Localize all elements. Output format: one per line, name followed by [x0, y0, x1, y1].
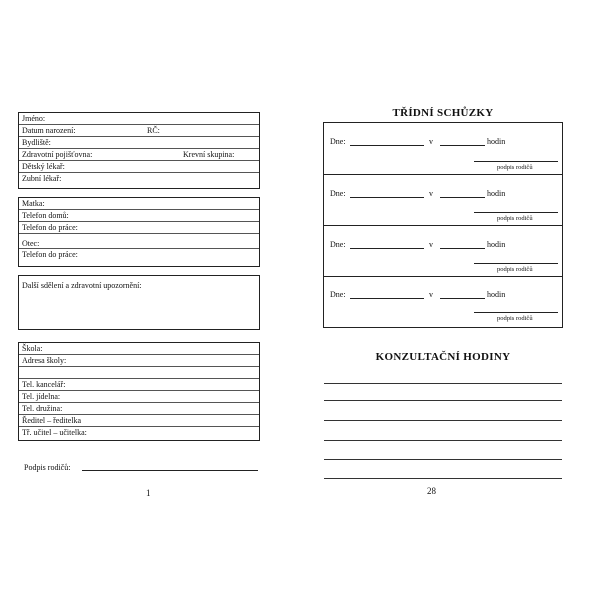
meeting-time-line[interactable] [440, 298, 485, 299]
mother-label: Matka: [22, 199, 45, 208]
meeting-entry-4 [324, 277, 562, 327]
parents-box [18, 197, 260, 267]
meeting-date-line[interactable] [350, 298, 424, 299]
parents-signature-label: Podpis rodičů: [24, 463, 71, 472]
consultation-line[interactable] [324, 420, 562, 421]
consultation-line[interactable] [324, 440, 562, 441]
canteen-phone-field[interactable] [19, 391, 259, 403]
principal-field[interactable] [19, 415, 259, 427]
after-school-phone-field[interactable] [19, 403, 259, 415]
consultation-line[interactable] [324, 459, 562, 460]
school-address-continuation[interactable] [19, 367, 259, 379]
consultation-line[interactable] [324, 383, 562, 384]
pediatrician-field[interactable] [19, 161, 259, 173]
consultation-line[interactable] [324, 478, 562, 479]
office-phone-label: Tel. kancelář: [22, 380, 66, 389]
personal-info-box [18, 112, 260, 189]
meeting-time-line[interactable] [440, 145, 485, 146]
meeting-at-label: v [429, 290, 433, 299]
class-teacher-label: Tř. učitel – učitelka: [22, 428, 87, 437]
meeting-entry-2 [324, 175, 562, 226]
consultation-line[interactable] [324, 400, 562, 401]
meeting-at-label: v [429, 240, 433, 249]
class-teacher-field[interactable] [19, 427, 259, 439]
meeting-sign-caption: podpis rodičů [497, 164, 533, 171]
parents-signature-line[interactable] [82, 470, 258, 471]
page-number-left: 1 [146, 488, 151, 498]
meeting-signature-line[interactable] [474, 212, 558, 213]
birth-date-label: Datum narození: [22, 126, 76, 135]
pediatrician-label: Dětský lékař: [22, 162, 65, 171]
work-phone-label-2: Telefon do práce: [22, 250, 78, 259]
meeting-hours-label: hodin [487, 137, 506, 146]
meeting-entry-3 [324, 226, 562, 277]
meeting-hours-label: hodin [487, 290, 506, 299]
work-phone-label-1: Telefon do práce: [22, 223, 78, 232]
insurance-field[interactable] [19, 149, 259, 161]
canteen-phone-label: Tel. jídelna: [22, 392, 61, 401]
after-school-phone-label: Tel. družina: [22, 404, 63, 413]
meeting-signature-line[interactable] [474, 312, 558, 313]
school-label: Škola: [22, 344, 43, 353]
meeting-hours-label: hodin [487, 240, 506, 249]
address-label: Bydliště: [22, 138, 51, 147]
meetings-box [323, 122, 563, 328]
page-number-right: 28 [427, 486, 436, 496]
dentist-label: Zubní lékař: [22, 174, 62, 183]
work-phone-field-1[interactable] [19, 222, 259, 234]
meeting-day-label: Dne: [330, 240, 346, 249]
meeting-day-label: Dne: [330, 137, 346, 146]
principal-label: Ředitel – ředitelka [22, 416, 82, 425]
meeting-signature-line[interactable] [474, 263, 558, 264]
meeting-signature-line[interactable] [474, 161, 558, 162]
school-box [18, 342, 260, 441]
meetings-title: TŘÍDNÍ SCHŮZKY [392, 107, 494, 119]
meeting-day-label: Dne: [330, 290, 346, 299]
meeting-sign-caption: podpis rodičů [497, 315, 533, 322]
school-address-field[interactable] [19, 355, 259, 367]
name-label: Jméno: [22, 114, 46, 123]
school-address-label: Adresa školy: [22, 356, 67, 365]
father-label: Otec: [22, 239, 40, 248]
dentist-field[interactable] [19, 173, 259, 185]
address-field[interactable] [19, 137, 259, 149]
blood-group-label: Krevní skupina: [183, 150, 235, 159]
home-phone-label: Telefon domů: [22, 211, 69, 220]
meeting-time-line[interactable] [440, 248, 485, 249]
consultation-title: KONZULTAČNÍ HODINY [375, 351, 511, 363]
meeting-time-line[interactable] [440, 197, 485, 198]
insurance-label: Zdravotní pojišťovna: [22, 150, 93, 159]
meeting-sign-caption: podpis rodičů [497, 266, 533, 273]
rc-label: RČ: [147, 126, 160, 135]
notes-box[interactable] [18, 275, 260, 330]
office-phone-field[interactable] [19, 379, 259, 391]
father-field[interactable] [19, 234, 259, 249]
meeting-date-line[interactable] [350, 248, 424, 249]
meeting-sign-caption: podpis rodičů [497, 215, 533, 222]
mother-field[interactable] [19, 198, 259, 210]
meeting-at-label: v [429, 137, 433, 146]
meeting-date-line[interactable] [350, 145, 424, 146]
notes-label: Další sdělení a zdravotní upozornění: [22, 281, 142, 290]
meeting-day-label: Dne: [330, 189, 346, 198]
meeting-at-label: v [429, 189, 433, 198]
school-field[interactable] [19, 343, 259, 355]
name-field[interactable] [19, 113, 259, 125]
meeting-entry-1 [324, 123, 562, 175]
meeting-date-line[interactable] [350, 197, 424, 198]
work-phone-field-2[interactable] [19, 249, 259, 261]
birth-date-field[interactable] [19, 125, 259, 137]
home-phone-field[interactable] [19, 210, 259, 222]
meeting-hours-label: hodin [487, 189, 506, 198]
